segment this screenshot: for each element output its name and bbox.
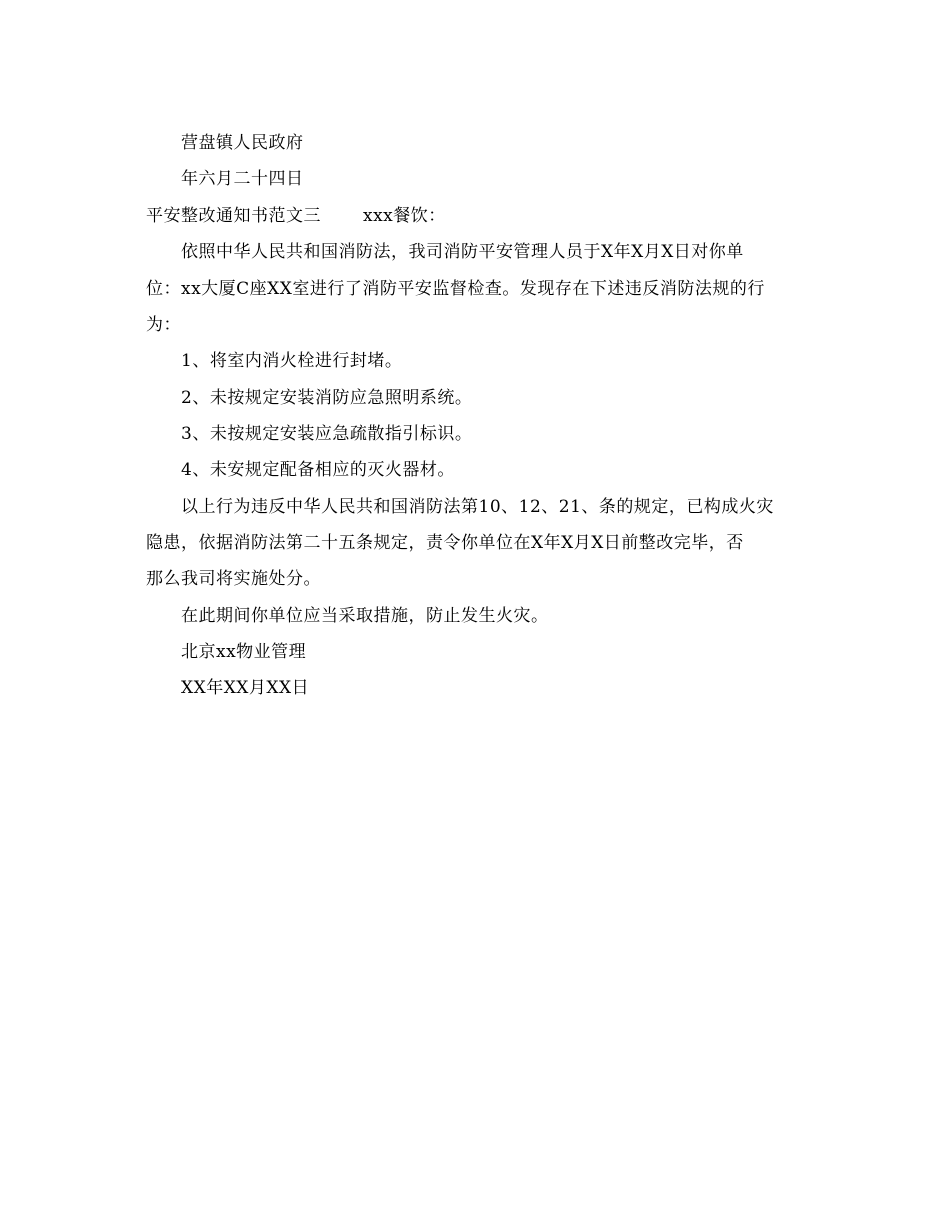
paragraph-line: 依照中华人民共和国消防法，我司消防平安管理人员于X年X月X日对你单 xyxy=(181,242,744,262)
list-item: 2、未按规定安装消防应急照明系统。 xyxy=(181,388,473,408)
signoff-company-date: XX年XX月XX日 xyxy=(181,678,310,698)
signoff-company: 北京xx物业管理 xyxy=(181,642,307,662)
paragraph-line: 那么我司将实施处分。 xyxy=(146,569,321,589)
signoff-government: 营盘镇人民政府 xyxy=(181,133,304,153)
paragraph-line: 隐患，依据消防法第二十五条规定，责令你单位在X年X月X日前整改完毕，否 xyxy=(146,533,744,553)
section-heading-line xyxy=(146,206,806,226)
paragraph-line: 位：xx大厦C座XX室进行了消防平安监督检查。发现存在下述违反消防法规的行 xyxy=(146,279,765,299)
list-item: 4、未安规定配备相应的灭火器材。 xyxy=(181,460,455,480)
list-item: 3、未按规定安装应急疏散指引标识。 xyxy=(181,424,473,444)
section-title: 平安整改通知书范文三 xyxy=(146,206,321,226)
paragraph-line: 以上行为违反中华人民共和国消防法第10、12、21、条的规定，已构成火灾 xyxy=(181,497,774,517)
list-item: 1、将室内消火栓进行封堵。 xyxy=(181,351,403,371)
paragraph-line: 为： xyxy=(146,315,181,335)
signoff-government-date: 年六月二十四日 xyxy=(181,169,304,189)
addressee: xxx餐饮： xyxy=(363,206,446,226)
paragraph-line: 在此期间你单位应当采取措施，防止发生火灾。 xyxy=(181,606,549,626)
